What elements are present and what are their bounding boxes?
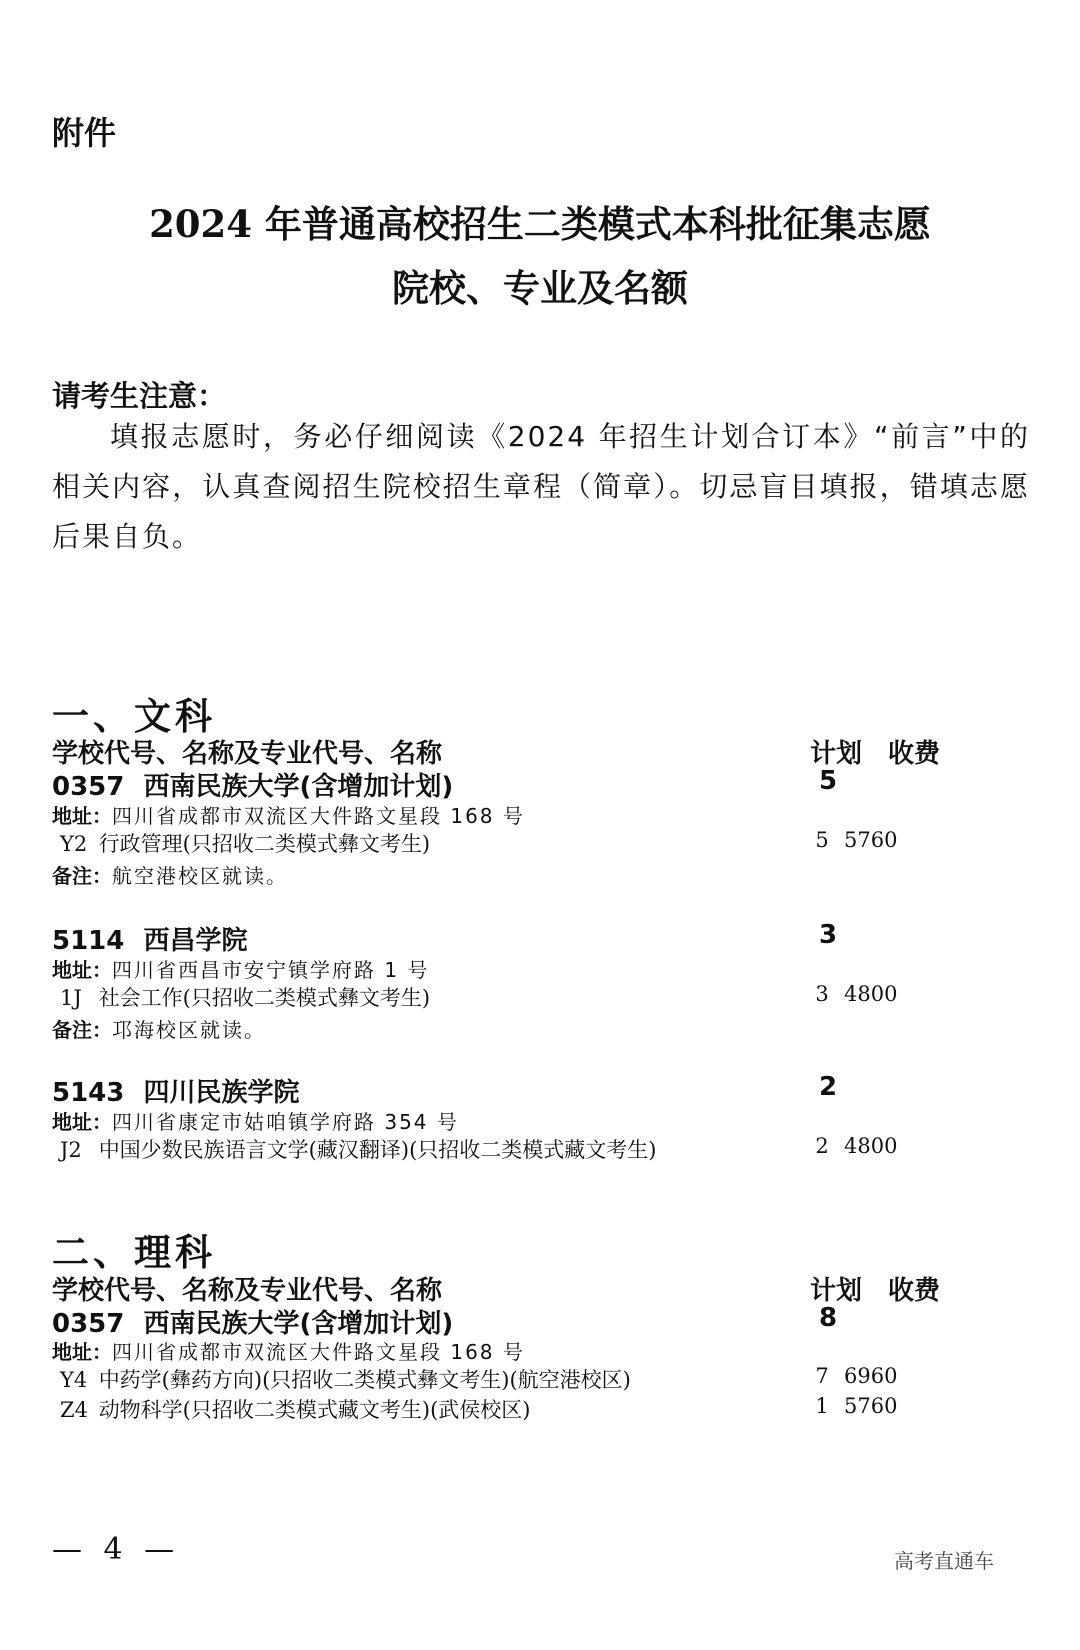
school-row: [52, 920, 952, 957]
address-text: 四川省康定市姑咱镇学府路 354 号: [112, 1110, 459, 1134]
school-code: 0357: [52, 1309, 125, 1339]
school-note: [52, 860, 288, 889]
column-name-header: 学校代号、名称及专业代号、名称: [52, 1276, 443, 1306]
school-name: 西昌学院: [143, 926, 248, 956]
school-note: [52, 1014, 266, 1043]
school-address: [52, 954, 429, 983]
school-name: 西南民族大学(含增加计划): [143, 1309, 454, 1339]
school-address: [52, 800, 525, 829]
address-text: 四川省西昌市安宁镇学府路 1 号: [112, 958, 430, 982]
school-plan: 5: [818, 766, 838, 796]
note-text: 航空港校区就读。: [112, 864, 288, 888]
major-fee: 4800: [844, 1134, 898, 1158]
school-plan: 8: [818, 1303, 838, 1333]
note-text: 邛海校区就读。: [112, 1018, 266, 1042]
school-row: [52, 766, 952, 803]
major-fee: 6960: [844, 1364, 898, 1388]
column-plan-header: 计划: [810, 1276, 863, 1306]
attachment-label: 附件: [52, 114, 117, 152]
column-header: [52, 733, 952, 770]
address-text: 四川省成都市双流区大件路文星段 168 号: [112, 1340, 525, 1364]
major-fee: 4800: [844, 982, 898, 1006]
section-title-science: 二、理科: [52, 1231, 216, 1274]
school-row: [52, 1072, 952, 1109]
column-fee-header: 收费: [888, 1276, 941, 1306]
document-subtitle: 院校、专业及名额: [392, 266, 688, 310]
major-row: [60, 1394, 960, 1424]
school-name: 四川民族学院: [143, 1078, 300, 1108]
major-fee: 5760: [844, 828, 898, 852]
major-code: Z4: [60, 1398, 88, 1422]
document-title: 2024 年普通高校招生二类模式本科批征集志愿: [149, 202, 931, 246]
major-code: 1J: [60, 986, 82, 1010]
major-row: [60, 828, 960, 858]
major-plan: 7: [815, 1364, 829, 1388]
column-name-header: 学校代号、名称及专业代号、名称: [52, 739, 443, 769]
major-name: 中国少数民族语言文学(藏汉翻译)(只招收二类模式藏文考生): [98, 1138, 657, 1162]
major-plan: 3: [815, 982, 829, 1006]
notice-heading: 请考生注意：: [52, 379, 227, 413]
school-plan: 3: [818, 920, 838, 950]
school-name: 西南民族大学(含增加计划): [143, 772, 454, 802]
school-address: [52, 1106, 459, 1135]
school-address: [52, 1336, 525, 1365]
column-plan-header: 计划: [810, 739, 863, 769]
address-label: 地址：: [52, 1110, 112, 1134]
notice-body: 填报志愿时，务必仔细阅读《2024 年招生计划合订本》“前言”中的相关内容，认真查阅招生院校招生章程（简章）。切忌盲目填报，错填志愿后果自负。: [52, 420, 1030, 553]
column-fee-header: 收费: [888, 739, 941, 769]
address-label: 地址：: [52, 804, 112, 828]
major-name: 中药学(彝药方向)(只招收二类模式彝文考生)(航空港校区): [98, 1368, 631, 1392]
note-label: 备注：: [52, 864, 112, 888]
school-code: 5114: [52, 926, 125, 956]
major-code: Y2: [60, 832, 88, 856]
major-code: Y4: [60, 1368, 88, 1392]
address-text: 四川省成都市双流区大件路文星段 168 号: [112, 804, 525, 828]
major-row: [60, 1364, 960, 1394]
note-label: 备注：: [52, 1018, 112, 1042]
column-header: [52, 1270, 952, 1307]
school-plan: 2: [818, 1072, 838, 1102]
major-code: J2: [60, 1138, 82, 1162]
school-code: 5143: [52, 1078, 125, 1108]
address-label: 地址：: [52, 1340, 112, 1364]
major-plan: 1: [815, 1394, 829, 1418]
watermark-text: 高考直通车: [894, 1549, 994, 1573]
major-name: 动物科学(只招收二类模式藏文考生)(武侯校区): [98, 1398, 531, 1422]
major-fee: 5760: [844, 1394, 898, 1418]
major-plan: 2: [815, 1134, 829, 1158]
section-title-arts: 一、文科: [52, 695, 216, 738]
school-code: 0357: [52, 772, 125, 802]
address-label: 地址：: [52, 958, 112, 982]
major-row: [60, 982, 960, 1012]
major-name: 社会工作(只招收二类模式彝文考生): [98, 986, 431, 1010]
page-number: — 4 —: [52, 1532, 181, 1567]
school-row: [52, 1303, 952, 1340]
major-name: 行政管理(只招收二类模式彝文考生): [98, 832, 431, 856]
major-row: [60, 1134, 960, 1164]
major-plan: 5: [815, 828, 829, 852]
